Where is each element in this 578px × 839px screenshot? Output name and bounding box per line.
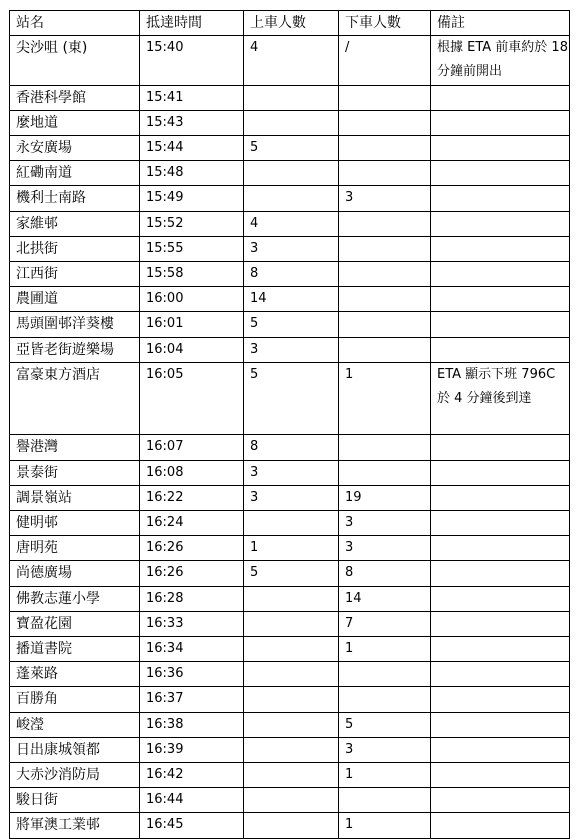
station-cell: 機利士南路 xyxy=(10,186,140,211)
station-cell: 尚德廣場 xyxy=(10,561,140,586)
remarks-cell xyxy=(431,637,570,662)
arrival-time-cell: 16:28 xyxy=(140,586,244,611)
remarks-cell xyxy=(431,435,570,460)
table-row xyxy=(10,662,570,687)
header-arrival-time: 抵達時間 xyxy=(140,11,244,36)
boarding-count-cell xyxy=(244,712,339,737)
alighting-count-cell: 1 xyxy=(339,763,431,788)
remarks-cell xyxy=(431,485,570,510)
boarding-count-cell: 5 xyxy=(244,312,339,337)
alighting-count-cell xyxy=(339,435,431,460)
alighting-count-cell xyxy=(339,110,431,135)
table-row xyxy=(10,511,570,536)
station-cell: 蓬萊路 xyxy=(10,662,140,687)
boarding-count-cell xyxy=(244,611,339,636)
alighting-count-cell xyxy=(339,262,431,287)
remarks-cell: 根據 ETA 前車約於 18 分鐘前開出 xyxy=(431,36,570,85)
station-cell: 唐明苑 xyxy=(10,536,140,561)
remarks-cell xyxy=(431,161,570,186)
remarks-cell xyxy=(431,460,570,485)
arrival-time-cell: 16:34 xyxy=(140,637,244,662)
boarding-count-cell: 4 xyxy=(244,211,339,236)
remarks-cell xyxy=(431,687,570,712)
table-row xyxy=(10,712,570,737)
alighting-count-cell xyxy=(339,662,431,687)
station-cell: 富豪東方酒店 xyxy=(10,362,140,435)
station-cell: 香港科學館 xyxy=(10,85,140,110)
boarding-count-cell xyxy=(244,110,339,135)
alighting-count-cell: 14 xyxy=(339,586,431,611)
bus-log-table xyxy=(9,10,570,839)
station-cell: 馬頭圍邨洋葵樓 xyxy=(10,312,140,337)
arrival-time-cell: 16:07 xyxy=(140,435,244,460)
header-remarks: 備註 xyxy=(431,11,570,36)
boarding-count-cell xyxy=(244,813,339,838)
arrival-time-cell: 16:44 xyxy=(140,788,244,813)
alighting-count-cell: 1 xyxy=(339,813,431,838)
boarding-count-cell xyxy=(244,737,339,762)
boarding-count-cell: 5 xyxy=(244,561,339,586)
table-row xyxy=(10,737,570,762)
arrival-time-cell: 16:33 xyxy=(140,611,244,636)
table-row xyxy=(10,763,570,788)
remarks-cell xyxy=(431,110,570,135)
alighting-count-cell xyxy=(339,460,431,485)
boarding-count-cell: 3 xyxy=(244,460,339,485)
table-row xyxy=(10,586,570,611)
remarks-cell xyxy=(431,211,570,236)
header-row xyxy=(10,11,570,36)
table-row xyxy=(10,611,570,636)
alighting-count-cell xyxy=(339,337,431,362)
arrival-time-cell: 15:44 xyxy=(140,136,244,161)
boarding-count-cell xyxy=(244,687,339,712)
station-cell: 駿日街 xyxy=(10,788,140,813)
remarks-cell xyxy=(431,763,570,788)
remarks-cell xyxy=(431,536,570,561)
arrival-time-cell: 16:38 xyxy=(140,712,244,737)
boarding-count-cell xyxy=(244,586,339,611)
station-cell: 譽港灣 xyxy=(10,435,140,460)
boarding-count-cell: 5 xyxy=(244,362,339,435)
station-cell: 紅磡南道 xyxy=(10,161,140,186)
arrival-time-cell: 16:22 xyxy=(140,485,244,510)
boarding-count-cell: 3 xyxy=(244,337,339,362)
table-row xyxy=(10,485,570,510)
station-cell: 尖沙咀 (東) xyxy=(10,36,140,85)
arrival-time-cell: 16:39 xyxy=(140,737,244,762)
remarks-cell xyxy=(431,712,570,737)
station-cell: 亞皆老街遊樂場 xyxy=(10,337,140,362)
arrival-time-cell: 16:08 xyxy=(140,460,244,485)
alighting-count-cell xyxy=(339,287,431,312)
station-cell: 峻瀅 xyxy=(10,712,140,737)
remarks-cell xyxy=(431,287,570,312)
table-row xyxy=(10,813,570,838)
remarks-cell xyxy=(431,85,570,110)
station-cell: 江西街 xyxy=(10,262,140,287)
arrival-time-cell: 16:36 xyxy=(140,662,244,687)
station-cell: 景泰街 xyxy=(10,460,140,485)
boarding-count-cell xyxy=(244,637,339,662)
station-cell: 寶盈花園 xyxy=(10,611,140,636)
boarding-count-cell: 8 xyxy=(244,435,339,460)
alighting-count-cell: 3 xyxy=(339,511,431,536)
arrival-time-cell: 16:26 xyxy=(140,536,244,561)
remarks-cell xyxy=(431,262,570,287)
alighting-count-cell xyxy=(339,211,431,236)
station-cell: 百勝角 xyxy=(10,687,140,712)
alighting-count-cell: 19 xyxy=(339,485,431,510)
arrival-time-cell: 16:04 xyxy=(140,337,244,362)
arrival-time-cell: 15:52 xyxy=(140,211,244,236)
remarks-cell xyxy=(431,337,570,362)
station-cell: 調景嶺站 xyxy=(10,485,140,510)
table-row xyxy=(10,236,570,261)
alighting-count-cell: 3 xyxy=(339,186,431,211)
arrival-time-cell: 16:26 xyxy=(140,561,244,586)
arrival-time-cell: 16:24 xyxy=(140,511,244,536)
alighting-count-cell: 3 xyxy=(339,536,431,561)
alighting-count-cell xyxy=(339,136,431,161)
station-cell: 健明邨 xyxy=(10,511,140,536)
alighting-count-cell: 1 xyxy=(339,637,431,662)
table-body xyxy=(10,36,570,838)
station-cell: 永安廣場 xyxy=(10,136,140,161)
station-cell: 佛教志蓮小學 xyxy=(10,586,140,611)
station-cell: 麼地道 xyxy=(10,110,140,135)
alighting-count-cell xyxy=(339,788,431,813)
station-cell: 家維邨 xyxy=(10,211,140,236)
boarding-count-cell xyxy=(244,161,339,186)
table-row xyxy=(10,36,570,85)
alighting-count-cell xyxy=(339,85,431,110)
alighting-count-cell xyxy=(339,687,431,712)
alighting-count-cell: 8 xyxy=(339,561,431,586)
boarding-count-cell: 1 xyxy=(244,536,339,561)
arrival-time-cell: 15:58 xyxy=(140,262,244,287)
boarding-count-cell xyxy=(244,85,339,110)
remarks-cell xyxy=(431,737,570,762)
arrival-time-cell: 16:00 xyxy=(140,287,244,312)
boarding-count-cell xyxy=(244,662,339,687)
boarding-count-cell: 3 xyxy=(244,485,339,510)
remarks-cell xyxy=(431,136,570,161)
remarks-cell xyxy=(431,236,570,261)
table-row xyxy=(10,211,570,236)
table-row xyxy=(10,687,570,712)
table-row xyxy=(10,435,570,460)
remarks-cell xyxy=(431,561,570,586)
table-row xyxy=(10,262,570,287)
boarding-count-cell: 3 xyxy=(244,236,339,261)
arrival-time-cell: 15:55 xyxy=(140,236,244,261)
remarks-cell xyxy=(431,662,570,687)
table-row xyxy=(10,287,570,312)
station-cell: 播道書院 xyxy=(10,637,140,662)
table-row xyxy=(10,536,570,561)
remarks-cell xyxy=(431,186,570,211)
arrival-time-cell: 15:48 xyxy=(140,161,244,186)
table-row xyxy=(10,788,570,813)
station-cell: 日出康城領都 xyxy=(10,737,140,762)
station-cell: 將軍澳工業邨 xyxy=(10,813,140,838)
header-station: 站名 xyxy=(10,11,140,36)
remarks-cell xyxy=(431,586,570,611)
alighting-count-cell: 5 xyxy=(339,712,431,737)
alighting-count-cell: 3 xyxy=(339,737,431,762)
boarding-count-cell xyxy=(244,511,339,536)
boarding-count-cell: 5 xyxy=(244,136,339,161)
arrival-time-cell: 16:05 xyxy=(140,362,244,435)
arrival-time-cell: 16:42 xyxy=(140,763,244,788)
table-row xyxy=(10,561,570,586)
table-row xyxy=(10,362,570,435)
arrival-time-cell: 15:43 xyxy=(140,110,244,135)
remarks-cell xyxy=(431,511,570,536)
arrival-time-cell: 16:37 xyxy=(140,687,244,712)
arrival-time-cell: 15:49 xyxy=(140,186,244,211)
alighting-count-cell: 1 xyxy=(339,362,431,435)
table-row xyxy=(10,186,570,211)
arrival-time-cell: 15:40 xyxy=(140,36,244,85)
table-row xyxy=(10,161,570,186)
boarding-count-cell xyxy=(244,763,339,788)
alighting-count-cell xyxy=(339,236,431,261)
boarding-count-cell: 8 xyxy=(244,262,339,287)
alighting-count-cell xyxy=(339,161,431,186)
boarding-count-cell: 14 xyxy=(244,287,339,312)
remarks-cell xyxy=(431,312,570,337)
header-boarding-count: 上車人數 xyxy=(244,11,339,36)
table-row xyxy=(10,136,570,161)
boarding-count-cell xyxy=(244,186,339,211)
arrival-time-cell: 16:01 xyxy=(140,312,244,337)
remarks-cell xyxy=(431,813,570,838)
station-cell: 農圃道 xyxy=(10,287,140,312)
boarding-count-cell xyxy=(244,788,339,813)
table-row xyxy=(10,460,570,485)
alighting-count-cell xyxy=(339,312,431,337)
header-alighting-count: 下車人數 xyxy=(339,11,431,36)
arrival-time-cell: 15:41 xyxy=(140,85,244,110)
boarding-count-cell: 4 xyxy=(244,36,339,85)
remarks-cell xyxy=(431,788,570,813)
arrival-time-cell: 16:45 xyxy=(140,813,244,838)
table-row xyxy=(10,312,570,337)
alighting-count-cell: / xyxy=(339,36,431,85)
remarks-cell: ETA 顯示下班 796C 於 4 分鐘後到達 xyxy=(431,362,570,435)
table-row xyxy=(10,85,570,110)
station-cell: 北拱街 xyxy=(10,236,140,261)
table-row xyxy=(10,337,570,362)
station-cell: 大赤沙消防局 xyxy=(10,763,140,788)
remarks-cell xyxy=(431,611,570,636)
table-row xyxy=(10,110,570,135)
alighting-count-cell: 7 xyxy=(339,611,431,636)
table-row xyxy=(10,637,570,662)
